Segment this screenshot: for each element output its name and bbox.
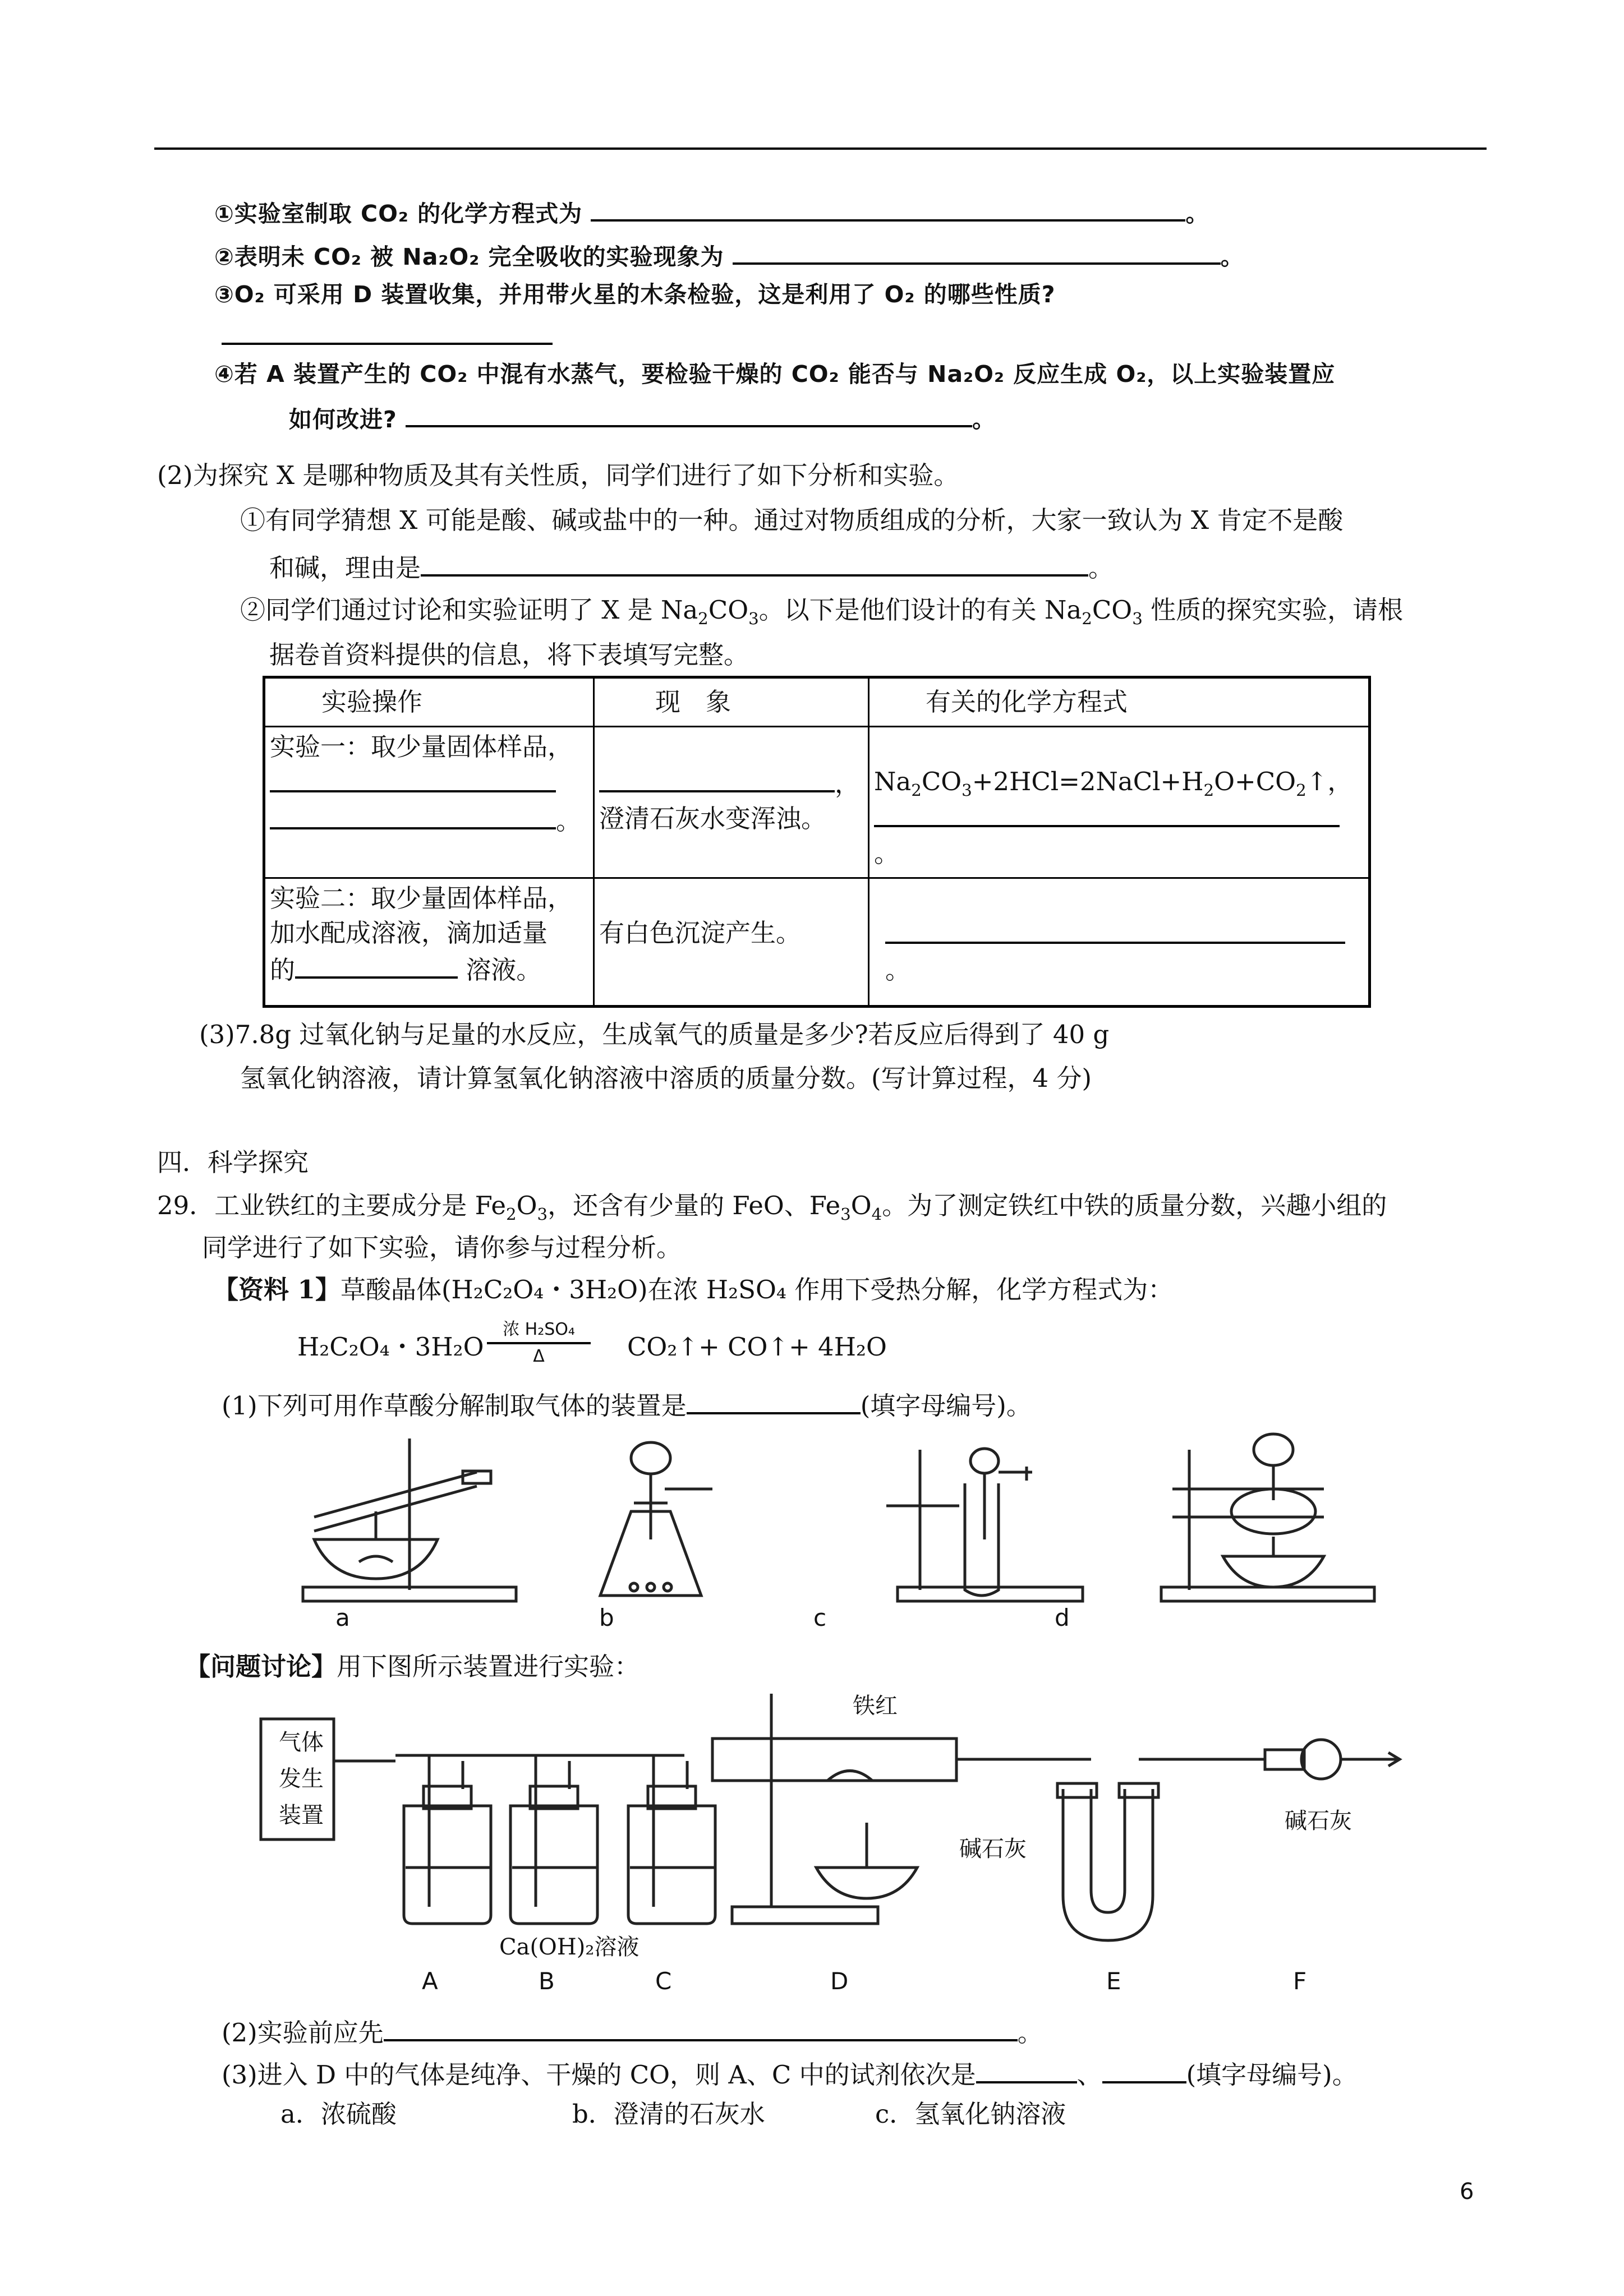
- q-text: (2)实验前应先: [222, 2018, 384, 2048]
- experiment-setup-diagram: [255, 1682, 1433, 1974]
- label-jianshihui-f: 碱石灰: [1285, 1808, 1352, 1834]
- given-equation: $Na_2CO_3+2HCl=2NaCl+H_2O+CO_2↑$，: [874, 767, 1353, 800]
- label-jianshihui-e: 碱石灰: [959, 1836, 1027, 1862]
- cell-equation: [869, 727, 1370, 878]
- equation-right: CO₂↑+ CO↑+ 4H₂O: [627, 1332, 887, 1362]
- cell-text: 加水配成溶液，滴加适量: [270, 918, 548, 948]
- cell-text: 澄清石灰水变浑浊。: [599, 804, 827, 833]
- q-text: 29．工业铁红的主要成分是 Fe: [157, 1191, 506, 1220]
- discussion-label: 【问题讨论】: [185, 1652, 337, 1681]
- cell-text: 有白色沉淀产生。: [599, 918, 802, 948]
- question-29-3: [222, 2055, 1358, 2092]
- label-caoh: Ca(OH)₂溶液: [499, 1934, 640, 1960]
- bottle-a: [404, 1755, 491, 1924]
- q-text: ①实验室制取 CO₂ 的化学方程式为: [214, 200, 583, 227]
- answer-blank[interactable]: [591, 193, 1185, 222]
- q-text: ②表明未 CO₂ 被 Na₂O₂ 完全吸收的实验现象为: [214, 243, 724, 270]
- apparatus-label-a: a: [335, 1604, 350, 1631]
- q-text: ④若 A 装置产生的 CO₂ 中混有水蒸气，要检验干燥的 CO₂ 能否与 Na₂O₂ 反应生成 O₂，以上实验装置应: [214, 361, 1336, 388]
- question-1-2: [214, 237, 1244, 274]
- condition-bottom: Δ: [533, 1347, 545, 1366]
- cell-end: 。: [556, 806, 582, 836]
- answer-blank[interactable]: [733, 237, 1221, 265]
- cell-end: ，: [1327, 767, 1353, 796]
- answer-blank[interactable]: [874, 799, 1340, 827]
- gen-box-line3: 装置: [279, 1802, 324, 1828]
- discussion-text: 用下图所示装置进行实验：: [337, 1652, 640, 1681]
- p-text: 性质的探究实验，请根: [1151, 595, 1404, 625]
- p-text: ②同学们通过讨论和实验证明了 X 是 Na: [240, 595, 698, 625]
- answer-blank[interactable]: [687, 1386, 861, 1414]
- q-text: ，还含有少量的 FeO、Fe: [548, 1191, 841, 1220]
- setup-label-d: D: [830, 1967, 849, 1995]
- q-end: 。: [1220, 243, 1244, 270]
- q-end: (填字母编号)。: [860, 1391, 1032, 1421]
- answer-blank[interactable]: [406, 399, 972, 427]
- cell-phenomenon: [594, 727, 869, 878]
- discussion: [185, 1650, 640, 1684]
- cell-operation: [264, 727, 594, 878]
- experiment-table: [263, 676, 1371, 1008]
- resource-1: [213, 1273, 1173, 1307]
- q-end: 。: [972, 406, 996, 433]
- section-2-intro: (2)为探究 X 是哪种物质及其有关性质，同学们进行了如下分析和实验。: [157, 460, 959, 490]
- apparatus-c: [886, 1449, 1083, 1601]
- header-text: 实验操作: [321, 687, 423, 717]
- question-1-4-cont: [289, 399, 996, 436]
- apparatus-label-d: d: [1055, 1604, 1070, 1631]
- question-1-4: [214, 357, 1335, 391]
- answer-blank[interactable]: [222, 317, 553, 345]
- section-2-p1a: ①有同学猜想 X 可能是酸、碱或盐中的一种。通过对物质组成的分析，大家一致认为 X 肯定不是酸: [240, 505, 1344, 535]
- q-end: 。: [1017, 2018, 1043, 2048]
- col-header: [594, 677, 869, 727]
- question-1-1: [214, 193, 1209, 230]
- table-header-row: [264, 677, 1370, 727]
- col-header: [264, 677, 594, 727]
- section-3-a: (3)7.8g 过氧化钠与足量的水反应，生成氧气的质量是多少?若反应后得到了 40 g: [199, 1020, 1110, 1049]
- gen-box-line1: 气体: [279, 1730, 324, 1755]
- section-2-p2a: ②同学们通过讨论和实验证明了 X 是 $Na_2CO_3$。以下是他们设计的有关 $Na_2CO_3$ 性质的探究实验，请根: [240, 595, 1404, 628]
- answer-blank[interactable]: [421, 548, 1088, 577]
- p-text: 。以下是他们设计的有关 Na: [758, 595, 1082, 625]
- q-text: (3)进入 D 中的气体是纯净、干燥的 CO，则 A、C 中的试剂依次是: [222, 2060, 976, 2090]
- answer-blank[interactable]: [885, 916, 1345, 944]
- q-text: 如何改进?: [289, 406, 397, 433]
- q-end: (填字母编号)。: [1186, 2060, 1358, 2090]
- answer-blank[interactable]: [270, 764, 556, 792]
- header-text: 有关的化学方程式: [926, 687, 1128, 717]
- setup-label-e: E: [1106, 1967, 1121, 1995]
- q-sep: 、: [1076, 2060, 1102, 2090]
- cell-phenomenon: [594, 878, 869, 1007]
- setup-label-f: F: [1293, 1967, 1307, 1995]
- gen-box-line2: 发生: [279, 1766, 324, 1792]
- apparatus-b: [600, 1442, 712, 1596]
- apparatus-a: [303, 1439, 516, 1601]
- bottle-b: [510, 1755, 597, 1924]
- equation-left: H₂C₂O₄・3H₂O: [297, 1332, 484, 1362]
- q-text: (1)下列可用作草酸分解制取气体的装置是: [222, 1391, 687, 1421]
- bottle-c: [628, 1755, 715, 1924]
- cell-end: 。: [874, 838, 900, 868]
- cell-end: 。: [885, 955, 911, 985]
- condition-top: 浓 H₂SO₄: [503, 1320, 575, 1339]
- resource-text: 草酸晶体(H₂C₂O₄・3H₂O)在浓 H₂SO₄ 作用下受热分解，化学方程式为：: [340, 1275, 1174, 1304]
- apparatus-label-c: c: [813, 1604, 827, 1631]
- setup-label-a: A: [422, 1967, 438, 1995]
- apparatus-d: [1161, 1434, 1374, 1601]
- setup-label-c: C: [655, 1967, 672, 1995]
- cell-operation: [264, 878, 594, 1007]
- cell-text: 的: [270, 955, 296, 985]
- cell-end: ，: [835, 769, 861, 799]
- section-4-heading: 四．科学探究: [157, 1147, 309, 1177]
- p-text: 和碱，理由是: [269, 553, 421, 583]
- q-text: 。为了测定铁红中铁的质量分数，兴趣小组的: [882, 1191, 1387, 1220]
- cell-text: 实验二：取少量固体样品，: [270, 883, 573, 913]
- question-29-2: [222, 2013, 1043, 2050]
- col-header: [869, 677, 1370, 727]
- cell-text: 实验一：取少量固体样品，: [270, 732, 573, 762]
- section-2-p2b: 据卷首资料提供的信息，将下表填写完整。: [269, 640, 749, 670]
- table-row: [264, 878, 1370, 1007]
- resource-label: 【资料 1】: [213, 1275, 341, 1304]
- choice-b: b．澄清的石灰水: [572, 2099, 765, 2129]
- question-1-3: [214, 278, 1056, 311]
- header-text: 现 象: [655, 687, 732, 717]
- answer-blank[interactable]: [976, 2055, 1077, 2083]
- question-29-1: [222, 1386, 1032, 1423]
- table-row: [264, 727, 1370, 878]
- answer-blank[interactable]: [295, 951, 458, 979]
- apparatus-label-b: b: [599, 1604, 614, 1631]
- cell-equation: [869, 878, 1370, 1007]
- answer-blank[interactable]: [1102, 2055, 1186, 2083]
- answer-blank[interactable]: [384, 2013, 1018, 2041]
- section-3-b: 氢氧化钠溶液，请计算氢氧化钠溶液中溶质的质量分数。(写计算过程，4 分): [240, 1063, 1092, 1093]
- choice-a: a．浓硫酸: [280, 2099, 397, 2129]
- q-end: 。: [1185, 200, 1209, 227]
- apparatus-figures: [275, 1427, 1453, 1607]
- setup-label-b: B: [539, 1967, 555, 1995]
- header-rule: [154, 147, 1487, 150]
- question-29-b: 同学进行了如下实验，请你参与过程分析。: [202, 1233, 682, 1262]
- equation-arrow-bar: [487, 1342, 591, 1344]
- page-number: 6: [1460, 2179, 1474, 2205]
- p-end: 。: [1088, 553, 1114, 583]
- label-tiehong: 铁红: [853, 1693, 898, 1719]
- answer-blank[interactable]: [270, 801, 556, 829]
- choice-c: c．氢氧化钠溶液: [875, 2099, 1066, 2129]
- question-29-a: 29．工业铁红的主要成分是 $Fe_2O_3$，还含有少量的 FeO、$Fe_3O_4$。为了测定铁红中铁的质量分数，兴趣小组的: [157, 1191, 1387, 1224]
- cell-text: 溶液。: [466, 955, 542, 985]
- section-2-p1b: [269, 548, 1114, 585]
- q-text: ③O₂ 可采用 D 装置收集，并用带火星的木条检验，这是利用了 O₂ 的哪些性质?: [214, 281, 1056, 308]
- answer-blank[interactable]: [599, 764, 835, 792]
- equation-condition: [487, 1315, 591, 1366]
